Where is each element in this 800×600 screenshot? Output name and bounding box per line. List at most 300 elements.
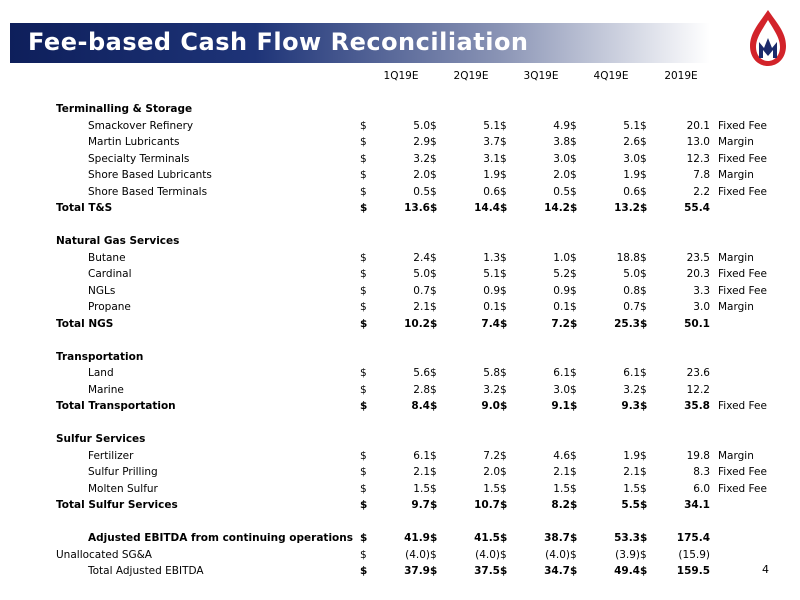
fee-type (710, 497, 778, 514)
value-cell: 2.0 (483, 466, 500, 479)
header-blank (710, 68, 778, 85)
currency-symbol: $ (360, 169, 367, 182)
value-cell: 1.5 (623, 482, 640, 495)
total-row (56, 398, 778, 415)
column-header: 3Q19E (523, 70, 559, 83)
currency-symbol: $ (640, 367, 647, 380)
value-cell: 38.7 (544, 532, 570, 545)
value-cell: 18.8 (616, 251, 640, 264)
empty-cell (710, 514, 778, 531)
value-cell: 5.2 (553, 268, 570, 281)
currency-symbol: $ (640, 284, 647, 297)
currency-symbol: $ (430, 268, 437, 281)
total-label: Total Transportation (56, 400, 176, 413)
fee-type (710, 316, 778, 333)
value-cell: 9.7 (411, 499, 430, 512)
empty-cell (570, 233, 582, 250)
total-row (56, 497, 778, 514)
value-cell: 12.3 (686, 152, 710, 165)
empty-cell (640, 85, 652, 102)
empty-cell (500, 217, 512, 234)
value-cell: 3.2 (623, 383, 640, 396)
currency-symbol: $ (360, 136, 367, 149)
empty-cell (652, 233, 710, 250)
value-cell: 2.1 (623, 466, 640, 479)
empty-cell (512, 332, 570, 349)
value-cell: 2.0 (413, 169, 430, 182)
value-cell: 1.5 (413, 482, 430, 495)
value-cell: 8.2 (551, 499, 570, 512)
table-row (56, 134, 778, 151)
header-blank (430, 68, 442, 85)
spacer-row (56, 332, 778, 349)
empty-cell (372, 514, 430, 531)
currency-symbol: $ (430, 317, 438, 330)
column-header: 2019E (664, 70, 698, 83)
currency-symbol: $ (500, 268, 507, 281)
currency-symbol: $ (570, 169, 577, 182)
currency-symbol: $ (500, 202, 508, 215)
value-cell: 0.8 (623, 284, 640, 297)
currency-symbol: $ (430, 449, 437, 462)
table-row (56, 151, 778, 168)
currency-symbol: $ (570, 136, 577, 149)
empty-cell (430, 217, 442, 234)
value-cell: 5.1 (623, 119, 640, 132)
currency-symbol: $ (360, 499, 368, 512)
currency-symbol: $ (430, 532, 438, 545)
currency-symbol: $ (430, 565, 438, 578)
value-cell: 53.3 (614, 532, 640, 545)
value-cell: 55.4 (684, 202, 710, 215)
value-cell: 7.2 (483, 449, 500, 462)
empty-cell (442, 431, 500, 448)
row-label: Martin Lubricants (88, 136, 180, 149)
empty-cell (512, 233, 570, 250)
empty-cell (372, 349, 430, 366)
empty-cell (512, 431, 570, 448)
currency-symbol: $ (360, 202, 368, 215)
empty-cell (500, 431, 512, 448)
empty-cell (710, 217, 778, 234)
empty-cell (500, 415, 512, 432)
header-row (56, 68, 778, 85)
currency-symbol: $ (570, 532, 578, 545)
section-header-row (56, 101, 778, 118)
value-cell: 14.4 (474, 202, 500, 215)
currency-symbol: $ (500, 169, 507, 182)
currency-symbol: $ (570, 367, 577, 380)
empty-cell (430, 514, 442, 531)
empty-cell (360, 514, 372, 531)
empty-cell (512, 101, 570, 118)
value-cell: 20.1 (686, 119, 710, 132)
value-cell: 3.0 (553, 152, 570, 165)
empty-cell (652, 217, 710, 234)
fee-type: Fixed Fee (718, 466, 767, 479)
header-blank (360, 68, 372, 85)
empty-cell (652, 85, 710, 102)
row-label: Cardinal (88, 268, 132, 281)
currency-symbol: $ (360, 565, 368, 578)
fee-type: Margin (718, 169, 754, 182)
value-cell: 5.0 (623, 268, 640, 281)
empty-cell (442, 349, 500, 366)
currency-symbol: $ (500, 565, 508, 578)
value-cell: 2.2 (693, 185, 710, 198)
value-cell: 2.8 (413, 383, 430, 396)
empty-cell (570, 217, 582, 234)
currency-symbol: $ (500, 482, 507, 495)
currency-symbol: $ (500, 367, 507, 380)
currency-symbol: $ (570, 119, 577, 132)
row-label: NGLs (88, 284, 116, 297)
currency-symbol: $ (430, 383, 437, 396)
value-cell: 3.0 (553, 383, 570, 396)
empty-cell (640, 233, 652, 250)
empty-cell (640, 349, 652, 366)
value-cell: 41.9 (404, 532, 430, 545)
row-label: Shore Based Lubricants (88, 169, 212, 182)
section-header-row (56, 349, 778, 366)
section-title: Natural Gas Services (56, 235, 180, 248)
currency-symbol: $ (360, 152, 367, 165)
header-blank (570, 68, 582, 85)
currency-symbol: $ (640, 565, 648, 578)
empty-cell (442, 415, 500, 432)
currency-symbol: $ (430, 202, 438, 215)
currency-symbol: $ (640, 268, 647, 281)
empty-cell (570, 431, 582, 448)
empty-cell (360, 217, 372, 234)
currency-symbol: $ (360, 466, 367, 479)
summary-row (56, 547, 778, 564)
empty-cell (640, 217, 652, 234)
value-cell: (15.9) (678, 548, 710, 561)
value-cell: 10.2 (404, 317, 430, 330)
currency-symbol: $ (500, 284, 507, 297)
value-cell: 2.9 (413, 136, 430, 149)
value-cell: 6.1 (413, 449, 430, 462)
empty-cell (570, 415, 582, 432)
empty-cell (56, 332, 360, 349)
currency-symbol: $ (640, 466, 647, 479)
empty-cell (652, 349, 710, 366)
row-label: Sulfur Prilling (88, 466, 158, 479)
row-label: Propane (88, 301, 131, 314)
row-label: Butane (88, 251, 126, 264)
fee-type: Margin (718, 251, 754, 264)
value-cell: 0.7 (623, 301, 640, 314)
value-cell: 41.5 (474, 532, 500, 545)
empty-cell (652, 101, 710, 118)
value-cell: 37.5 (474, 565, 500, 578)
currency-symbol: $ (500, 400, 508, 413)
empty-cell (56, 217, 360, 234)
empty-cell (442, 85, 500, 102)
value-cell: 1.9 (623, 169, 640, 182)
total-row (56, 200, 778, 217)
value-cell: 20.3 (686, 268, 710, 281)
value-cell: 3.8 (553, 136, 570, 149)
empty-cell (500, 101, 512, 118)
value-cell: 0.7 (413, 284, 430, 297)
fee-type: Fixed Fee (718, 482, 767, 495)
value-cell: 5.8 (483, 367, 500, 380)
empty-cell (442, 332, 500, 349)
currency-symbol: $ (360, 482, 367, 495)
summary-label: Adjusted EBITDA from continuing operations (88, 532, 353, 545)
row-label: Shore Based Terminals (88, 185, 208, 198)
empty-cell (430, 85, 442, 102)
currency-symbol: $ (430, 499, 438, 512)
value-cell: 3.0 (693, 301, 710, 314)
currency-symbol: $ (360, 317, 368, 330)
empty-cell (582, 101, 640, 118)
empty-cell (582, 85, 640, 102)
header-blank (500, 68, 512, 85)
value-cell: 6.1 (623, 367, 640, 380)
total-row (56, 316, 778, 333)
empty-cell (582, 332, 640, 349)
value-cell: 34.7 (544, 565, 570, 578)
value-cell: 2.4 (413, 251, 430, 264)
currency-symbol: $ (360, 185, 367, 198)
empty-cell (360, 431, 372, 448)
empty-cell (710, 101, 778, 118)
empty-cell (430, 101, 442, 118)
value-cell: 2.6 (623, 136, 640, 149)
currency-symbol: $ (570, 548, 577, 561)
page-title: Fee-based Cash Flow Reconciliation (28, 28, 529, 56)
value-cell: 1.9 (623, 449, 640, 462)
fee-type (710, 547, 778, 564)
empty-cell (430, 233, 442, 250)
section-header-row (56, 431, 778, 448)
empty-cell (56, 514, 360, 531)
currency-symbol: $ (430, 548, 437, 561)
currency-symbol: $ (500, 449, 507, 462)
currency-symbol: $ (500, 185, 507, 198)
value-cell: 3.2 (483, 383, 500, 396)
row-label: Land (88, 367, 114, 380)
fee-type: Margin (718, 449, 754, 462)
currency-symbol: $ (640, 136, 647, 149)
column-header: 1Q19E (383, 70, 419, 83)
empty-cell (512, 415, 570, 432)
empty-cell (570, 101, 582, 118)
page-number: 4 (762, 563, 769, 576)
empty-cell (652, 415, 710, 432)
empty-cell (360, 332, 372, 349)
currency-symbol: $ (570, 185, 577, 198)
empty-cell (500, 85, 512, 102)
empty-cell (652, 514, 710, 531)
currency-symbol: $ (430, 400, 438, 413)
currency-symbol: $ (430, 482, 437, 495)
fee-type: Margin (718, 301, 754, 314)
currency-symbol: $ (500, 466, 507, 479)
empty-cell (640, 431, 652, 448)
value-cell: 3.1 (483, 152, 500, 165)
summary-row (56, 530, 778, 547)
currency-symbol: $ (640, 185, 647, 198)
empty-cell (372, 332, 430, 349)
currency-symbol: $ (360, 367, 367, 380)
currency-symbol: $ (360, 301, 367, 314)
currency-symbol: $ (570, 565, 578, 578)
fee-type: Fixed Fee (718, 400, 767, 413)
empty-cell (360, 349, 372, 366)
value-cell: 10.7 (474, 499, 500, 512)
empty-cell (372, 101, 430, 118)
empty-cell (372, 85, 430, 102)
currency-symbol: $ (640, 548, 647, 561)
currency-symbol: $ (570, 383, 577, 396)
empty-cell (430, 349, 442, 366)
currency-symbol: $ (430, 119, 437, 132)
value-cell: 23.5 (686, 251, 710, 264)
row-label: Specialty Terminals (88, 152, 190, 165)
row-label: Marine (88, 383, 124, 396)
empty-cell (430, 415, 442, 432)
value-cell: (4.0) (475, 548, 500, 561)
currency-symbol: $ (570, 268, 577, 281)
value-cell: 0.5 (553, 185, 570, 198)
empty-cell (710, 332, 778, 349)
value-cell: 49.4 (614, 565, 640, 578)
currency-symbol: $ (500, 136, 507, 149)
value-cell: 8.3 (693, 466, 710, 479)
table-row (56, 118, 778, 135)
empty-cell (512, 514, 570, 531)
currency-symbol: $ (640, 317, 648, 330)
fee-type: Fixed Fee (718, 185, 767, 198)
value-cell: 2.1 (413, 301, 430, 314)
empty-cell (710, 349, 778, 366)
value-cell: 6.1 (553, 367, 570, 380)
value-cell: 5.5 (621, 499, 640, 512)
value-cell: 2.1 (413, 466, 430, 479)
empty-cell (442, 101, 500, 118)
currency-symbol: $ (640, 119, 647, 132)
empty-cell (500, 332, 512, 349)
empty-cell (360, 85, 372, 102)
section-title: Transportation (56, 350, 144, 363)
empty-cell (512, 349, 570, 366)
value-cell: 0.9 (553, 284, 570, 297)
total-label: Total NGS (56, 317, 114, 330)
empty-cell (360, 233, 372, 250)
value-cell: 2.0 (553, 169, 570, 182)
empty-cell (652, 431, 710, 448)
currency-symbol: $ (500, 152, 507, 165)
value-cell: 3.0 (623, 152, 640, 165)
empty-cell (372, 217, 430, 234)
table-row (56, 382, 778, 399)
currency-symbol: $ (360, 532, 368, 545)
value-cell: 7.4 (481, 317, 500, 330)
currency-symbol: $ (640, 482, 647, 495)
value-cell: 35.8 (684, 400, 710, 413)
table-row (56, 464, 778, 481)
value-cell: (4.0) (545, 548, 570, 561)
summary-label: Total Adjusted EBITDA (88, 565, 204, 578)
company-logo-icon (748, 8, 788, 68)
summary-label: Unallocated SG&A (56, 548, 152, 561)
empty-cell (640, 332, 652, 349)
value-cell: 0.6 (623, 185, 640, 198)
fee-type: Fixed Fee (718, 119, 767, 132)
value-cell: 0.1 (553, 301, 570, 314)
currency-symbol: $ (500, 301, 507, 314)
value-cell: 2.1 (553, 466, 570, 479)
table-row (56, 283, 778, 300)
value-cell: 13.6 (404, 202, 430, 215)
currency-symbol: $ (500, 499, 508, 512)
empty-cell (582, 431, 640, 448)
row-label: Fertilizer (88, 449, 134, 462)
empty-cell (500, 514, 512, 531)
currency-symbol: $ (570, 317, 578, 330)
empty-cell (640, 101, 652, 118)
currency-symbol: $ (360, 268, 367, 281)
empty-cell (582, 349, 640, 366)
value-cell: 3.2 (413, 152, 430, 165)
currency-symbol: $ (570, 400, 578, 413)
value-cell: 8.4 (411, 400, 430, 413)
currency-symbol: $ (570, 482, 577, 495)
empty-cell (710, 415, 778, 432)
currency-symbol: $ (570, 152, 577, 165)
empty-cell (442, 514, 500, 531)
currency-symbol: $ (360, 284, 367, 297)
value-cell: 7.2 (551, 317, 570, 330)
empty-cell (430, 431, 442, 448)
empty-cell (500, 349, 512, 366)
empty-cell (570, 85, 582, 102)
section-title: Sulfur Services (56, 433, 146, 446)
value-cell: 13.0 (686, 136, 710, 149)
currency-symbol: $ (640, 400, 648, 413)
table-row (56, 250, 778, 267)
empty-cell (710, 233, 778, 250)
empty-cell (640, 514, 652, 531)
currency-symbol: $ (430, 284, 437, 297)
currency-symbol: $ (430, 466, 437, 479)
currency-symbol: $ (640, 251, 647, 264)
fee-type (710, 200, 778, 217)
currency-symbol: $ (360, 383, 367, 396)
currency-symbol: $ (430, 152, 437, 165)
empty-cell (442, 217, 500, 234)
spacer-row (56, 217, 778, 234)
empty-cell (56, 415, 360, 432)
currency-symbol: $ (640, 532, 648, 545)
value-cell: 159.5 (676, 565, 710, 578)
value-cell: 14.2 (544, 202, 570, 215)
currency-symbol: $ (430, 301, 437, 314)
value-cell: 1.0 (553, 251, 570, 264)
table-row (56, 481, 778, 498)
currency-symbol: $ (500, 383, 507, 396)
value-cell: 9.0 (481, 400, 500, 413)
value-cell: 50.1 (684, 317, 710, 330)
value-cell: 5.6 (413, 367, 430, 380)
empty-cell (710, 85, 778, 102)
value-cell: 13.2 (614, 202, 640, 215)
value-cell: 0.5 (413, 185, 430, 198)
